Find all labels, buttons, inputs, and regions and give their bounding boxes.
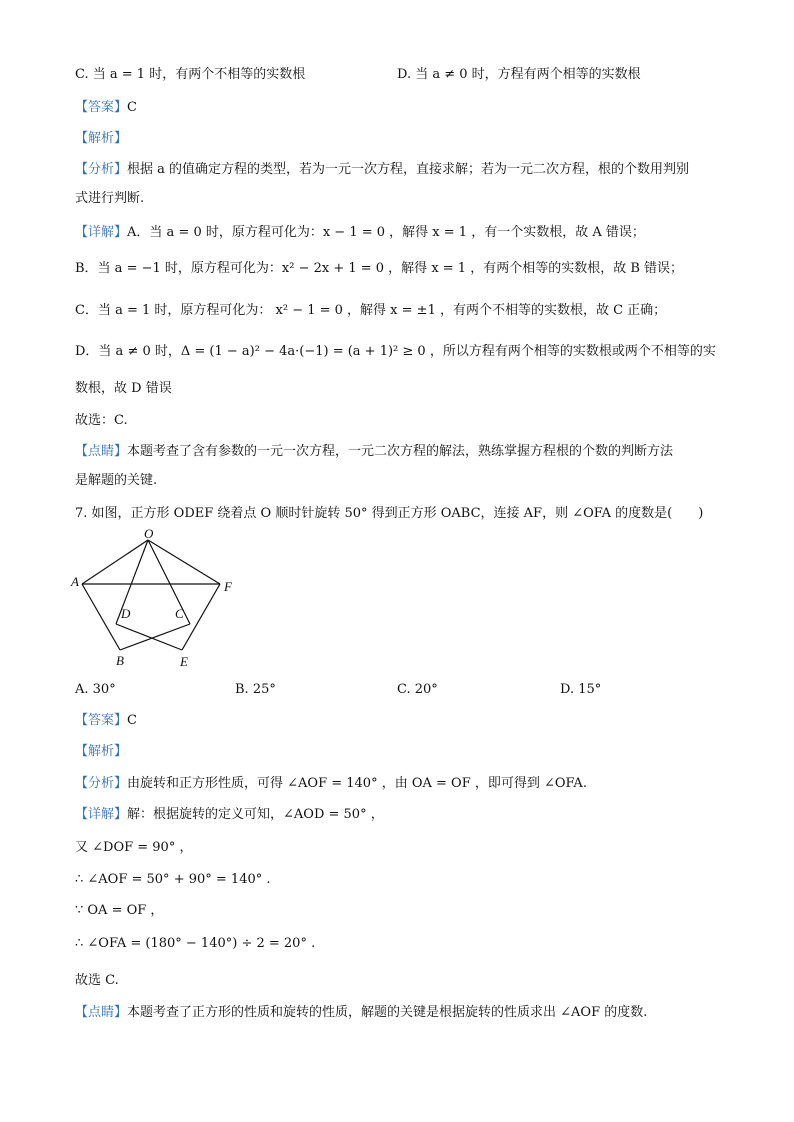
- dianjing-text: 本题考查了正方形的性质和旋转的性质，解题的关键是根据旋转的性质求出 ∠AOF 的度数.: [127, 1005, 648, 1020]
- q7-stem: 7. 如图，正方形 ODEF 绕着点 O 顺时针旋转 50° 得到正方形 OABC，连接 AF，则 ∠OFA 的度数是( ): [75, 506, 704, 521]
- answer-value: C: [127, 713, 137, 728]
- label-b: B: [116, 653, 124, 668]
- q7-dianjing: [75, 1004, 647, 1022]
- q6-xiangjie: [75, 224, 645, 242]
- q6-answer: [75, 99, 137, 117]
- dianjing-tag: 【点睛】: [75, 444, 128, 459]
- xiangjie-line-a: A．当 a = 0 时，原方程可化为：x − 1 = 0 ，解得 x = 1 ，有一个实数根，故 A 错误；: [127, 225, 645, 240]
- fenxi-text: 根据 a 的值确定方程的类型，若为一元一次方程，直接求解；若为一元二次方程，根的个数用判别: [127, 162, 690, 177]
- dianjing-text: 本题考查了含有参数的一元一次方程，一元二次方程的解法，熟练掌握方程根的个数的判断方法: [127, 444, 674, 459]
- q6-line-c: C．当 a = 1 时，原方程可化为： x² − 1 = 0 ，解得 x = ±1 ，有两个不相等的实数根，故 C 正确；: [75, 303, 667, 318]
- segment-ab: [82, 584, 120, 650]
- xiangjie-tag: 【详解】: [75, 807, 128, 822]
- q7-step4: ∴ ∠OFA = (180° − 140°) ÷ 2 = 20° .: [75, 936, 316, 951]
- q7-step3: ∵ OA = OF ，: [75, 903, 164, 918]
- q6-line-d1: D．当 a ≠ 0 时，Δ = (1 − a)² − 4a·(−1) = (a + 1)² ≥ 0 ，所以方程有两个相等的实数根或两个不相等的实: [75, 344, 716, 359]
- fenxi-tag: 【分析】: [75, 776, 128, 791]
- answer-tag: 【答案】: [75, 713, 128, 728]
- q7-step1: 又 ∠DOF = 90° ，: [75, 840, 193, 855]
- q7-option-a: A. 30°: [75, 682, 116, 697]
- option-c-top: C. 当 a = 1 时，有两个不相等的实数根: [75, 67, 306, 82]
- q6-analysis-tag: 【解析】: [75, 131, 128, 146]
- q7-answer: [75, 712, 137, 730]
- label-c: C: [175, 606, 184, 621]
- xiangjie-text: 解：根据旋转的定义可知，∠AOD = 50° ，: [127, 807, 384, 822]
- segment-bc: [120, 624, 190, 650]
- q7-choose: 故选 C.: [75, 973, 119, 988]
- q7-analysis-tag: 【解析】: [75, 744, 128, 759]
- geometry-figure: [68, 528, 243, 670]
- q7-step2: ∴ ∠AOF = 50° + 90° = 140° .: [75, 872, 271, 887]
- q6-choose: 故选：C.: [75, 413, 128, 428]
- segment-oa: [82, 540, 148, 584]
- segment-fe: [182, 584, 220, 650]
- answer-tag: 【答案】: [75, 100, 128, 115]
- label-d: D: [121, 606, 131, 621]
- option-d-top: D. 当 a ≠ 0 时，方程有两个相等的实数根: [397, 67, 641, 82]
- answer-value: C: [127, 100, 137, 115]
- segment-ed: [116, 624, 182, 650]
- dianjing-tag: 【点睛】: [75, 1005, 128, 1020]
- q6-fenxi: [75, 161, 689, 179]
- q7-option-c: C. 20°: [397, 682, 438, 697]
- xiangjie-tag: 【详解】: [75, 225, 128, 240]
- label-a: A: [71, 574, 79, 589]
- q7-option-b: B. 25°: [235, 682, 276, 697]
- q6-fenxi-cont: 式进行判断.: [75, 191, 145, 206]
- q6-dianjing-cont: 是解题的关键.: [75, 473, 158, 488]
- label-o: O: [144, 528, 154, 541]
- label-e: E: [180, 654, 188, 669]
- fenxi-text: 由旋转和正方形性质，可得 ∠AOF = 140° ，由 OA = OF ，即可得到 ∠OFA.: [127, 776, 587, 791]
- q7-fenxi: [75, 775, 587, 793]
- fenxi-tag: 【分析】: [75, 162, 128, 177]
- q7-xiangjie: [75, 806, 384, 824]
- q6-line-d2: 数根，故 D 错误: [75, 381, 172, 396]
- q6-dianjing: [75, 443, 673, 461]
- q6-line-b: B．当 a = −1 时，原方程可化为：x² − 2x + 1 = 0 ，解得 x = 1 ，有两个相等的实数根，故 B 错误；: [75, 261, 684, 276]
- label-f: F: [224, 579, 232, 594]
- q7-option-d: D. 15°: [560, 682, 602, 697]
